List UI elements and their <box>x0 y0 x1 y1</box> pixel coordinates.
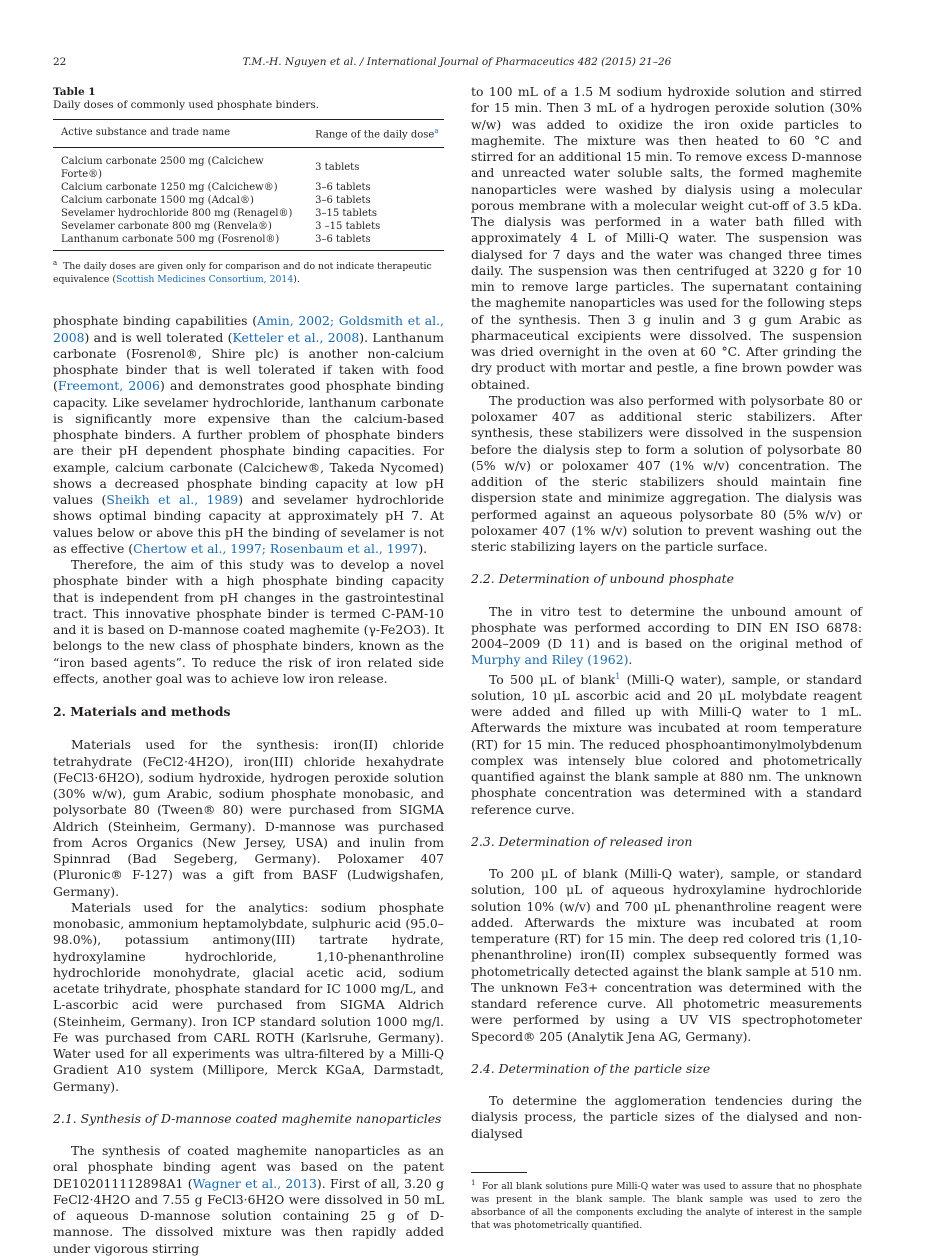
paragraph: To 200 μL of blank (Milli-Q water), sample, or standard solution, 100 μL of aqueous hydroxylamine hydrochloride solution 10% (w/v) and 700 μL phenanthroline reagent were added. Afterwards the mixture was incubated at room temperature (RT) for 15 min. The deep red colored tris (1,10-phenanthroline) iron(II) complex subsequently formed was photometrically detected against the blank sample at 510 nm. The unknown Fe3+ concentration was determined with the standard reference curve. All photometric measurements were performed by using a UV VIS spectrophotometer Specord® 205 (Analytik Jena AG, Germany). <box>471 866 862 1044</box>
footnote: $^1$ For all blank solutions pure Milli-Q water was used to assure that no phosphate was present in the blank sample. The blank sample was used to zero the absorbance of all the components excluding the analyte of interest in the sample that was photometrically quantified. <box>471 1178 862 1231</box>
page-number: 22 <box>53 56 67 68</box>
paragraph: The production was also performed with polysorbate 80 or poloxamer 407 as additional steric stabilizers. After synthesis, these stabilizers were dissolved in the suspension before the dialysis step to form a solution of polysorbate 80 (5% w/v) or poloxamer 407 (1% w/v) concentration. The addition of the steric stabilizers should maintain fine dispersion state and minimize aggregation. The dialysis was performed against an aqueous polysorbate 80 (5% w/v) or poloxamer 407 (1% w/v) solution to prevent washing out the steric stabilizing layers on the particle surface. <box>471 392 862 554</box>
left-column <box>53 84 444 1257</box>
citation-link[interactable]: Scottish Medicines Consortium, 2014 <box>115 274 294 286</box>
table-footnote: $^a$ The daily doses are given only for comparison and do not indicate therapeutic equivalence (Scottish Medicines Consortium, 2014). <box>53 259 432 286</box>
subsection-heading: 2.3. Determination of released iron <box>471 833 693 849</box>
subsection-heading: 2.4. Determination of the particle size <box>471 1060 711 1076</box>
subsection-heading: 2.2. Determination of unbound phosphate <box>471 571 734 587</box>
header-active-substance: Active substance and trade name <box>61 127 231 139</box>
table-row: Lanthanum carbonate 500 mg (Fosrenol®) 3–6 tablets <box>61 234 371 246</box>
section-heading: 2. Materials and methods <box>53 704 231 720</box>
citation-link[interactable]: Chertow et al., 1997; Rosenbaum et al., 1997 <box>133 540 419 556</box>
paragraph: phosphate binding capabilities (Amin, 2002; Goldsmith et al., 2008) and is well tolerated (Ketteler et al., 2008). Lanthanum carbonate (Fosrenol®, Shire plc) is another non-calcium phosphate binder that is well tolerated if taken with food (Freemont, 2006) and demonstrates good phosphate binding capacity. Like sevelamer hydrochloride, lanthanum carbonate is significantly more expensive than the calcium-based phosphate binders. A further problem of phosphate binders are their pH dependent phosphate binding capacities. For example, calcium carbonate (Calcichew®, Takeda Nycomed) shows a decreased phosphate binding capacity at low pH values (Sheikh et al., 1989) and sevelamer hydrochloride shows optimal binding capacity at approximately pH 7. At values below or above this pH the binding of sevelamer is not as effective (Chertow et al., 1997; Rosenbaum et al., 1997). <box>53 313 445 556</box>
paragraph: To determine the agglomeration tendencies during the dialysis process, the particle sizes of the dialysed and non-dialysed <box>471 1093 862 1141</box>
table-caption: Daily doses of commonly used phosphate binders. <box>53 99 320 111</box>
paragraph: Materials used for the analytics: sodium phosphate monobasic, ammonium heptamolybdate, sulphuric acid (95.0–98.0%), potassium antimony(III) tartrate hydrate, hydroxylamine hydrochloride, 1,10-phenanthroline hydrochloride monohydrate, glacial acetic acid, sodium acetate trihydrate, phosphate standard for IC 1000 mg/L, and L-ascorbic acid were purchased from SIGMA Aldrich (Steinheim, Germany). Iron ICP standard solution 1000 mg/l. Fe was purchased from CARL ROTH (Karlsruhe, Germany). Water used for all experiments was ultra-filtered by a Milli-Q Gradient A10 system (Millipore, Merck KGaA, Darmstadt, Germany). <box>53 899 444 1094</box>
table-row: Calcium carbonate 2500 mg (Calcichew Forte®) 3 tablets <box>61 155 360 180</box>
citation-link[interactable]: Freemont, 2006 <box>57 378 160 394</box>
paragraph: to 100 mL of a 1.5 M sodium hydroxide solution and stirred for 15 min. Then 3 mL of a hydrogen peroxide solution (30% w/w) was added to oxidize the iron oxide particles to maghemite. The mixture was then heated to 60 °C and stirred for an additional 15 min. To remove excess D-mannose and unreacted water soluble salts, the formed maghemite nanoparticles were washed by dialysis using a molecular porous membrane with a molecular weight cut-off of 3.5 kDa. The dialysis was performed in a water bath filled with approximately 4 L of Milli-Q water. The suspension was dialysed for 7 days and the water was changed three times daily. The suspension was then centrifuged at 3220 g for 10 min to remove large particles. The supernatant containing the maghemite nanoparticles was used for the following steps of the synthesis. Then 3 g inulin and 3 g gum Arabic as pharmaceutical excipients were dissolved. The suspension was dried overnight in the oven at 60 °C. After grinding the dry product with mortar and pestle, a fine brown powder was obtained. <box>471 84 863 392</box>
paragraph: Therefore, the aim of this study was to develop a novel phosphate binder with a high phosphate binding capacity that is independent from pH changes in the gastrointestinal tract. This innovative phosphate binder is termed C-PAM-10 and it is based on D-mannose coated maghemite (γ-Fe2O3). It belongs to the new class of phosphate binders, known as the “iron based agents”. To reduce the risk of iron related side effects, another goal was to achieve low iron release. <box>53 557 444 686</box>
footnote-ref[interactable]: 1 <box>615 671 621 681</box>
table-note-ref[interactable]: a <box>434 127 439 135</box>
paragraph: The in vitro test to determine the unbound amount of phosphate was performed according to DIN EN ISO 6878: 2004–2009 (D 11) and is based on the original method of Murphy and Riley (1962). <box>471 603 862 668</box>
citation-link[interactable]: Sheikh et al., 1989 <box>106 492 239 508</box>
citation-link[interactable]: Wagner et al., 2013 <box>192 1175 317 1191</box>
citation-link[interactable]: Amin, 2002; Goldsmith et al., 2008 <box>53 313 444 345</box>
paragraph: The synthesis of coated maghemite nanoparticles as an oral phosphate binding agent was based on the patent DE102011112898A1 (Wagner et al., 2013). First of all, 3.20 g FeCl2·4H2O and 7.55 g FeCl3·6H2O were dissolved in 50 mL of aqueous D-mannose solution containing 25 g of D-mannose. The dissolved mixture was then rapidly added under vigorous stirring <box>53 1143 445 1256</box>
table-row: Calcium carbonate 1500 mg (Adcal®) 3–6 tablets <box>61 194 371 206</box>
citation-link[interactable]: Murphy and Riley (1962) <box>471 652 629 668</box>
journal-citation: T.M.-H. Nguyen et al. / International Journal of Pharmaceutics 482 (2015) 21–26 <box>242 56 672 68</box>
subsection-heading: 2.1. Synthesis of D-mannose coated maghemite nanoparticles <box>53 1110 442 1126</box>
table-row: Sevelamer hydrochloride 800 mg (Renagel®) 3–15 tablets <box>61 207 378 219</box>
table-row: Sevelamer carbonate 800 mg (Renvela®) 3 –15 tablets <box>61 221 381 233</box>
right-column <box>471 84 862 1232</box>
footnote-divider <box>471 1172 527 1173</box>
phosphate-binders-table <box>53 119 444 251</box>
table-row: Calcium carbonate 1250 mg (Calcichew®) 3–6 tablets <box>61 181 371 193</box>
header-daily-dose: Range of the daily dose$^a$ <box>315 127 439 141</box>
citation-link[interactable]: Ketteler et al., 2008 <box>232 329 360 345</box>
table-header-row <box>53 120 444 148</box>
table-title: Table 1 <box>53 86 96 98</box>
paragraph: To 500 μL of blank$^1$ (Milli-Q water), sample, or standard solution, 10 μL ascorbic acid and 20 μL molybdate reagent were added and filled up with Milli-Q water to 1 mL. Afterwards the mixture was incubated at room temperature (RT) for 15 min. The reduced phosphoantimonylmolybdenum complex was intensely blue colored and photometrically quantified against the blank sample at 880 nm. The unknown phosphate concentration was determined with a standard reference curve. <box>471 671 863 817</box>
paragraph: Materials used for the synthesis: iron(II) chloride tetrahydrate (FeCl2·4H2O), iron(III) chloride hexahydrate (FeCl3·6H2O), sodium hydroxide, hydrogen peroxide solution (30% w/w), gum Arabic, sodium phosphate monobasic, and polysorbate 80 (Tween® 80) were purchased from SIGMA Aldrich (Steinheim, Germany). D-mannose was purchased from Acros Organics (New Jersey, USA) and inulin from Spinnrad (Bad Segeberg, Germany). Poloxamer 407 (Pluronic® F-127) was a gift from BASF (Ludwigshafen, Germany). <box>53 737 444 899</box>
